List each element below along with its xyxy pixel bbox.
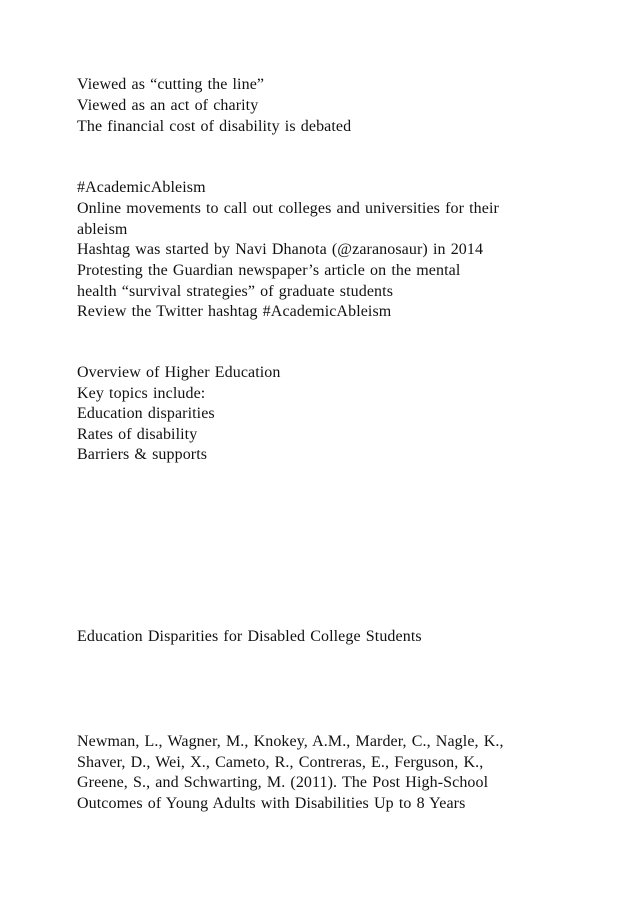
text-line: Viewed as an act of charity xyxy=(77,97,259,114)
text-line: The financial cost of disability is debated xyxy=(77,118,352,135)
text-line: Review the Twitter hashtag #AcademicAbleism xyxy=(77,303,392,320)
section-heading: #AcademicAbleism xyxy=(77,179,206,196)
text-line: Protesting the Guardian newspaper’s article on the mental xyxy=(77,262,461,279)
text-line: health “survival strategies” of graduate students xyxy=(77,283,394,300)
text-line: Hashtag was started by Navi Dhanota (@zaranosaur) in 2014 xyxy=(77,241,484,258)
text-line: Key topics include: xyxy=(77,385,206,402)
citation-line: Shaver, D., Wei, X., Cameto, R., Contreras, E., Ferguson, K., xyxy=(77,754,484,771)
citation-line: Outcomes of Young Adults with Disabilities Up to 8 Years xyxy=(77,795,466,812)
citation-line: Greene, S., and Schwarting, M. (2011). The Post High-School xyxy=(77,774,489,791)
section-heading: Education Disparities for Disabled College Students xyxy=(77,628,422,645)
text-line: Rates of disability xyxy=(77,426,198,443)
text-line: Online movements to call out colleges and universities for their xyxy=(77,200,499,217)
text-line: Education disparities xyxy=(77,405,215,422)
text-line: Barriers & supports xyxy=(77,446,208,463)
section-heading: Overview of Higher Education xyxy=(77,364,281,381)
citation-line: Newman, L., Wagner, M., Knokey, A.M., Marder, C., Nagle, K., xyxy=(77,733,504,750)
text-line: Viewed as “cutting the line” xyxy=(77,76,265,93)
text-line: ableism xyxy=(77,221,128,238)
